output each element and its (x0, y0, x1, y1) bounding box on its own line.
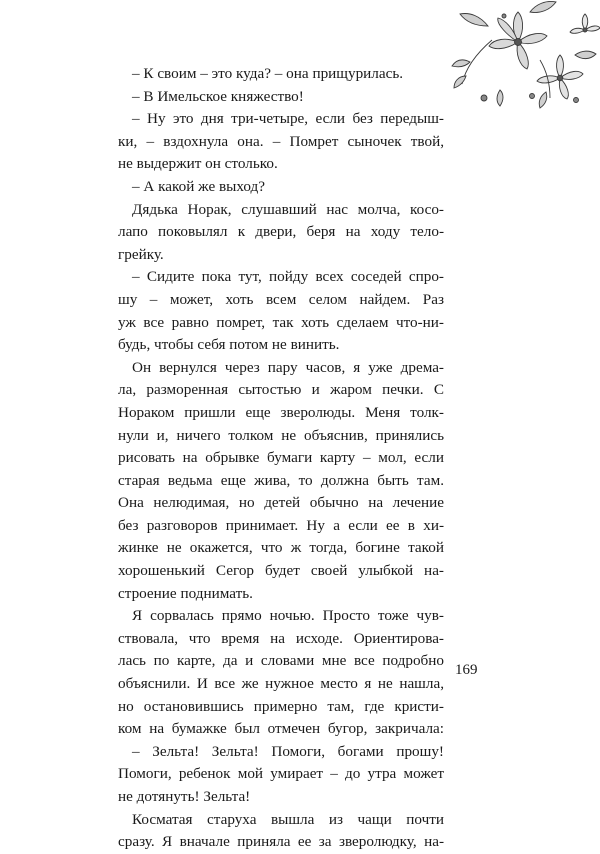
text-line: старая ведьма еще жива, то должна быть там. (118, 471, 444, 489)
text-line: объяснили. И все же нужное место я не нашла, (118, 675, 444, 693)
text-line: без разговоров принимает. Ну а если ее в хи- (118, 516, 444, 534)
text-line: шу – может, хоть всем селом найдем. Раз (118, 290, 444, 308)
text-line: – Ну это дня три-четыре, если без передыш- (132, 110, 444, 128)
text-line: лапо поковылял к двери, беря на ходу тело- (118, 223, 444, 241)
text-line: Дядька Норак, слушавший нас молча, косо- (132, 200, 444, 218)
text-line: ла, разморенная сытостью и жаром печки. С (118, 381, 444, 399)
text-line: не выдержит он столько. (118, 155, 278, 173)
text-line: уж все равно помрет, так хоть сделаем что-ни- (118, 313, 444, 331)
text-line: Нораком пришли еще зверолюды. Меня толк- (118, 403, 444, 421)
text-line: – А какой же выход? (132, 177, 266, 195)
text-line: не дотянуть! Зельта! (118, 788, 251, 805)
text-line: жинке не окажется, что ж тогда, богине такой (118, 539, 444, 557)
text-line: будь, чтобы себя потом не винить. (118, 336, 340, 354)
text-line: рисовать на обрывке бумаги карту – мол, если (118, 449, 444, 467)
text-line: но остановившись примерно там, где кристи- (118, 697, 444, 715)
text-line: ком на бумажке был отмечен бугор, закричала: (118, 720, 444, 738)
text-line: нули и, ничего толком не объяснив, принялись (118, 426, 444, 444)
text-line: ки, – вздохнула она. – Помрет сыночек твой, (118, 132, 444, 150)
text-line: строение поднимать. (118, 584, 253, 602)
text-line: Я сорвалась прямо ночью. Просто тоже чув- (132, 607, 444, 625)
text-line: Она нелюдимая, но детей обычно на лечение (118, 494, 444, 512)
text-line: грейку. (118, 245, 164, 263)
body-text (118, 63, 444, 854)
text-line: – Зельта! Зельта! Помоги, богами прошу! (132, 742, 444, 760)
text-line: Помоги, ребенок мой умирает – до утра может (118, 765, 444, 783)
text-line: сразу. Я вначале приняла ее за зверолюдку, на- (118, 833, 444, 851)
text-line: лась по карте, да и словами мне все подробно (118, 652, 444, 670)
text-line: – К своим – это куда? – она прищурилась. (132, 65, 404, 82)
text-line: Он вернулся через пару часов, я уже дрема- (132, 358, 444, 376)
text-line: Косматая старуха вышла из чащи почти (132, 810, 444, 828)
text-line: – В Имельское княжество! (132, 87, 304, 105)
text-line: ствовала, что время на исходе. Ориентирова- (118, 629, 444, 647)
text-line: – Сидите пока тут, пойду всех соседей спро- (132, 268, 444, 286)
text-line: хорошенький Сегор будет своей улыбкой на- (118, 562, 444, 580)
page-number: 169 (455, 662, 478, 678)
